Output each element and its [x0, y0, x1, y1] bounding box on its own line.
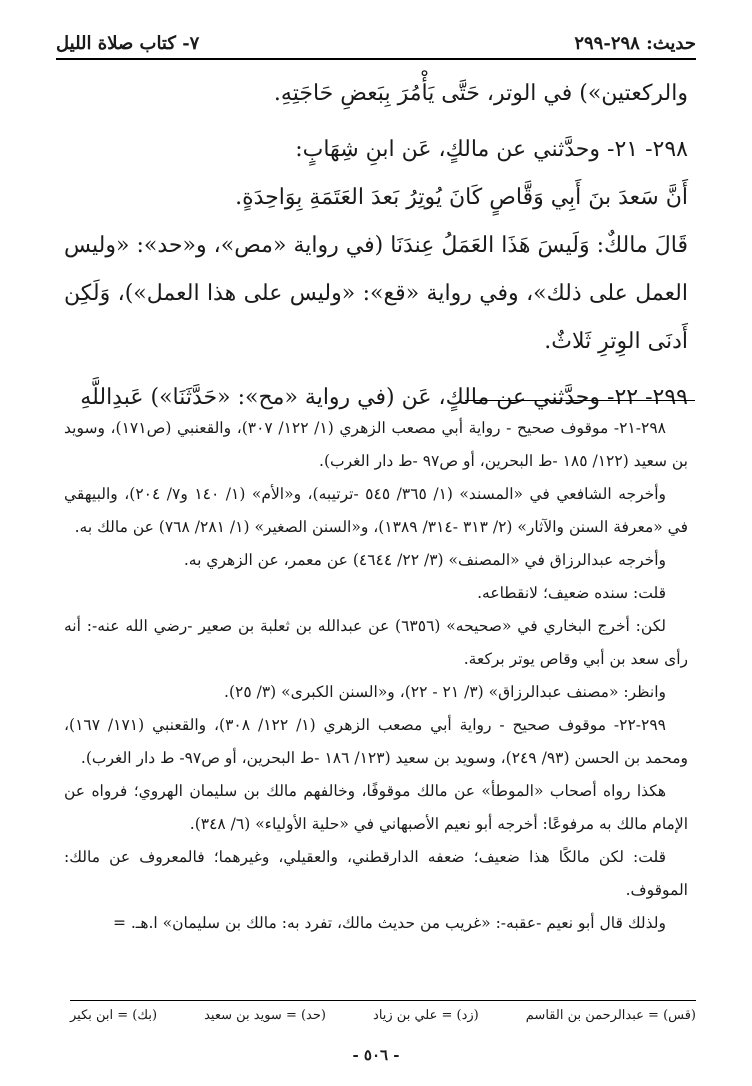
note-298-shafii: وأخرجه الشافعي في «المسند» (١/ ٣٦٥/ ٥٤٥ -ترتيبه)، و«الأم» (١/ ١٤٠ و٧/ ٢٠٤)، والبيهقي في «معرفة السنن والآثار» (٢/ ٣١٣ -٣١٤/ ١٣٨٩)، و«السنن الصغير» (١/ ٢٨١/ ٧٦٨) عن مالك به. [64, 485, 688, 536]
note-298-verdict: قلت: سنده ضعيف؛ لانقطاعه. [477, 584, 666, 602]
note-299-verdict: قلت: لكن مالكًا هذا ضعيف؛ ضعفه الدارقطني، والعقيلي، وغيرهما؛ فالمعروف عن مالك: الموقوف. [64, 848, 688, 899]
abbrev-hd: (حد) = سويد بن سعيد [204, 1008, 326, 1023]
footer-rule [70, 1000, 696, 1001]
header-hadith-range: حديث: ٢٩٨-٢٩٩ [574, 33, 696, 54]
note-299-marfu: هكذا رواه أصحاب «الموطأ» عن مالك موقوفًا، وخالفهم مالك بن سليمان الهروي؛ فرواه عن الإمام مالك به مرفوعًا: أخرجه أبو نعيم الأصبهاني في «حلية الأولياء» (٦/ ٣٤٨). [64, 782, 688, 833]
footnote-divider [465, 400, 695, 401]
note-299-abu-nuaym: ولذلك قال أبو نعيم -عقبه-: «غريب من حديث مالك، تفرد به: مالك بن سليمان» ا.هـ. = [112, 914, 666, 932]
note-298-see-also: وانظر: «مصنف عبدالرزاق» (٣/ ٢١ - ٢٢)، و«السنن الكبرى» (٣/ ٢٥). [224, 683, 666, 701]
header-chapter-title: ٧- كتاب صلاة الليل [56, 33, 200, 54]
abbrev-zd: (زد) = علي بن زياد [373, 1008, 479, 1023]
hadith-298-isnad: ٢٩٨- ٢١- وحدَّثني عن مالكٍ، عَن ابنِ شِهَابٍ: [295, 137, 688, 162]
malik-comment: قَالَ مالكٌ: وَلَيسَ هَذَا العَمَلُ عِندَنَا (في رواية «مص»، و«حد»: «وليس العمل على ذلك»، وفي رواية «قع»: «وليس على هذا العمل»)، وَلَكِن أَدنَى الوِترِ ثَلاثٌ. [64, 233, 688, 354]
note-298-bukhari: لكن: أخرج البخاري في «صحيحه» (٦٣٥٦) عن عبدالله بن ثعلبة بن صعير -رضي الله عنه-: أنه رأى سعد بن أبي وقاص يوتر بركعة. [64, 617, 688, 668]
note-298-grading: ٢٩٨-٢١- موقوف صحيح - رواية أبي مصعب الزهري (١/ ١٢٢/ ٣٠٧)، والقعنبي (ص١٧١)، وسويد بن سعيد (١٢٢/ ١٨٥ -ط البحرين، أو ص٩٧ -ط دار الغرب). [64, 419, 688, 470]
main-text [64, 70, 688, 422]
abbrev-bk: (بك) = ابن بكير [70, 1008, 158, 1023]
note-299-grading: ٢٩٩-٢٢- موقوف صحيح - رواية أبي مصعب الزهري (١/ ١٢٢/ ٣٠٨)، والقعنبي (١٧١/ ١٦٧)، ومحمد بن الحسن (٩٣/ ٢٤٩)، وسويد بن سعيد (١٢٣/ ١٨٦ -ط البحرين، أو ص٩٧- ط دار الغرب). [64, 716, 688, 767]
running-header [56, 28, 696, 54]
hadith-299-isnad: ٢٩٩- ٢٢- وحدَّثني عن مالكٍ، عَن (في رواية «مح»: «حَدَّثَنَا») عَبدِاللَّهِ [80, 385, 688, 410]
abbreviation-key [70, 1008, 696, 1023]
header-rule [56, 58, 696, 60]
note-298-abdurrazzaq: وأخرجه عبدالرزاق في «المصنف» (٣/ ٢٢/ ٤٦٤٤) عن معمر، عن الزهري به. [183, 551, 666, 569]
abbrev-qs: (قس) = عبدالرحمن بن القاسم [525, 1008, 696, 1023]
main-line-continuation: والركعتين») في الوتر، حَتَّى يَأْمُرَ بِبَعضِ حَاجَتِهِ. [273, 81, 688, 106]
footnotes [64, 412, 688, 940]
hadith-298-matn: أَنَّ سَعدَ بنَ أَبِي وَقَّاصٍ كَانَ يُوتِرُ بَعدَ العَتَمَةِ بِوَاحِدَةٍ. [235, 185, 688, 210]
page-number: - ٥٠٦ - [352, 1046, 400, 1064]
